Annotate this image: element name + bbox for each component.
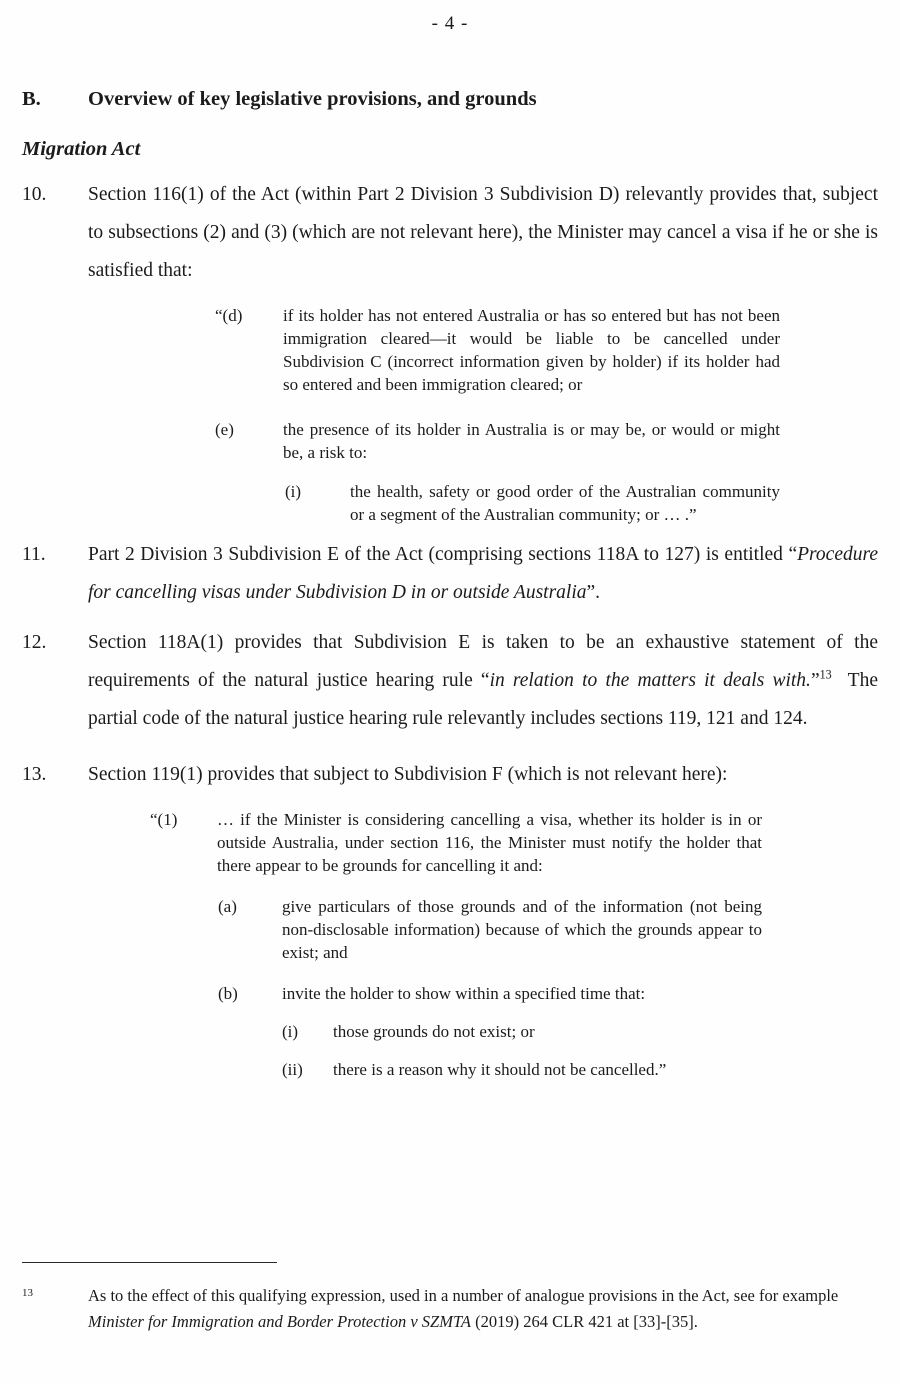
paragraph-11-body	[88, 536, 878, 612]
quote-item-e-i-text: the health, safety or good order of the Australian community or a segment of the Australian community; or … .”	[350, 482, 780, 524]
quote-item-b-text: invite the holder to show within a specified time that:	[282, 984, 646, 1003]
paragraph-10-number: 10.	[22, 184, 47, 205]
quote-item-a-marker: (a)	[218, 897, 237, 916]
page-number: - 4 -	[431, 13, 469, 34]
quote-item-b-ii	[282, 1058, 762, 1081]
paragraph-12-text: Section 118A(1) provides that Subdivision E is taken to be an exhaustive statement of the requirements of the natural justice hearing rule “	[88, 632, 878, 691]
paragraph-12-italic-quote: in relation to the matters it deals with.	[489, 670, 811, 691]
quote-item-1-marker: “(1)	[150, 810, 178, 829]
footnote-area	[22, 1262, 878, 1335]
section-heading-label: B.	[22, 88, 41, 110]
paragraph-11	[22, 536, 878, 612]
quote-item-1-text: … if the Minister is considering cancelling a visa, whether its holder is in or outside Australia, under section 116, the Minister must notify the holder that there appear to be grounds for cancelling it and:	[217, 810, 762, 875]
quote-item-b-i-text: those grounds do not exist; or	[333, 1022, 535, 1041]
paragraph-10-body: Section 116(1) of the Act (within Part 2 Division 3 Subdivision D) relevantly provides that, subject to subsections (2) and (3) (which are not relevant here), the Minister may cancel a visa if he or she is satisfied that:	[88, 184, 878, 281]
paragraph-12-number: 12.	[22, 632, 47, 653]
quote-item-e-marker: (e)	[215, 420, 234, 439]
quote-item-d-marker: “(d)	[215, 306, 243, 325]
footnote-13-text-end: (2019) 264 CLR 421 at [33]-[35].	[471, 1312, 698, 1331]
paragraph-12-close-quote: ”	[810, 670, 820, 691]
paragraph-13-number: 13.	[22, 764, 47, 785]
section-heading	[22, 86, 878, 112]
quote-item-d	[215, 304, 780, 396]
paragraph-10	[22, 176, 878, 290]
quote-item-e-i-marker: (i)	[285, 482, 302, 501]
paragraph-13-body: Section 119(1) provides that subject to Subdivision F (which is not relevant here):	[88, 764, 728, 785]
paragraph-11-text-end: ”.	[586, 582, 601, 603]
quote-item-b-i	[282, 1020, 762, 1043]
quote-item-b-marker: (b)	[218, 984, 238, 1003]
quote-item-b-i-marker: (i)	[282, 1022, 299, 1041]
footnote-13	[22, 1283, 878, 1335]
paragraph-11-italic-title: Procedure for cancelling visas under Subdivision D in or outside Australia	[88, 544, 878, 603]
quote-item-e-text: the presence of its holder in Australia is or may be, or would or might be, a risk to:	[283, 420, 780, 462]
footnote-13-text-start: As to the effect of this qualifying expression, used in a number of analogue provisions in the Act, see for example	[88, 1286, 839, 1305]
section-heading-title: Overview of key legislative provisions, and grounds	[88, 88, 537, 110]
quote-block-s116	[215, 304, 780, 526]
paragraph-13	[22, 756, 878, 794]
footnote-13-reference: 13	[819, 667, 832, 682]
paragraph-12	[22, 624, 878, 738]
footnote-13-case-citation: Minister for Immigration and Border Protection v SZMTA	[88, 1312, 471, 1331]
footnote-13-marker: 13	[22, 1287, 33, 1299]
quote-item-e	[215, 418, 780, 464]
paragraph-12-text-end: The partial code of the natural justice hearing rule relevantly includes sections 119, 121 and 124.	[88, 670, 878, 729]
subheading-migration-act: Migration Act	[22, 138, 141, 160]
quote-item-a	[218, 895, 762, 964]
quote-item-a-text: give particulars of those grounds and of the information (not being non-disclosable information) because of which the grounds appear to exist; and	[282, 897, 762, 962]
paragraph-12-body	[88, 624, 878, 738]
paragraph-11-number: 11.	[22, 544, 46, 565]
footnote-13-text	[88, 1283, 878, 1335]
footnote-separator-rule	[22, 1262, 277, 1263]
quote-item-e-i	[285, 480, 780, 526]
quote-item-b-ii-text: there is a reason why it should not be cancelled.”	[333, 1060, 667, 1079]
quote-item-b	[218, 982, 762, 1005]
quote-item-d-text: if its holder has not entered Australia or has so entered but has not been immigration cleared—it would be liable to be cancelled under Subdivision C (incorrect information given by holder) if its holder had so entered and been immigration cleared; or	[283, 306, 780, 394]
quote-item-1	[150, 808, 762, 877]
paragraph-11-text: Part 2 Division 3 Subdivision E of the Act (comprising sections 118A to 127) is entitled “	[88, 544, 798, 565]
quote-item-b-ii-marker: (ii)	[282, 1060, 303, 1079]
quote-block-s119	[150, 808, 762, 1081]
